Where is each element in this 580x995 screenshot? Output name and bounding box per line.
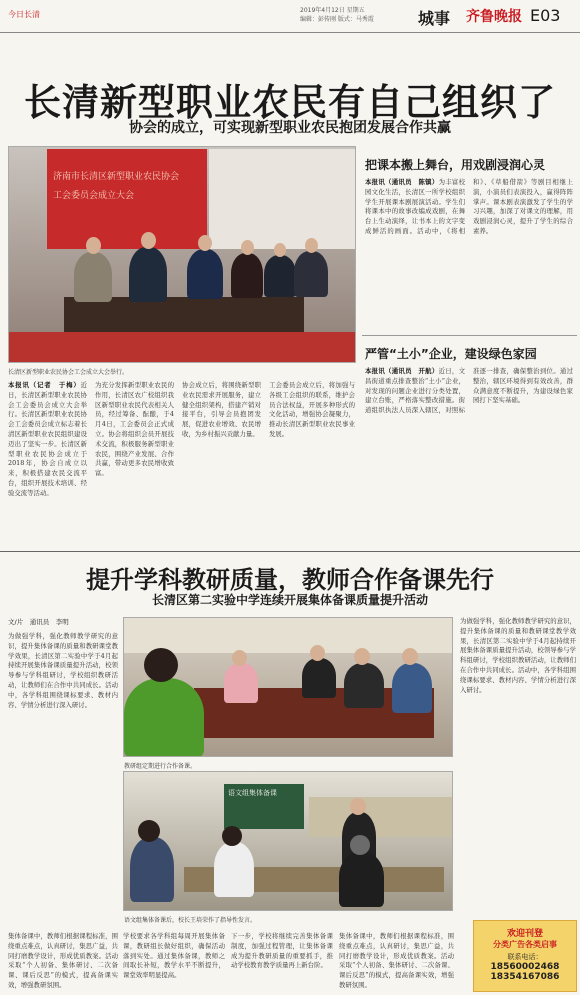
stage-banner	[47, 149, 207, 249]
article3-title: 严管“土小”企业，建设绿色家园	[365, 347, 537, 361]
person-head	[402, 648, 418, 665]
article4-subtitle: 长清区第二实验中学连续开展集体备课质量提升活动	[151, 593, 428, 607]
article1-photo-caption: 长清区新型职业农民协会工会成立大会举行。	[8, 369, 129, 376]
person	[339, 852, 384, 907]
article4-photo1	[123, 617, 453, 757]
newspaper-logo: 齐鲁晚报	[466, 9, 522, 25]
person-head	[241, 240, 254, 255]
meeting-table	[64, 297, 304, 332]
date-line	[300, 6, 374, 24]
article4-col4: 集体备课中，教师们根据课程标准，围绕重点难点，认真研讨，集思广益，共同打磨教学设计，形成优质教案。活动采取“个人初备、集体研讨、二次备课、课后反思”的模式，提高备课实效，增强教研氛围。	[339, 932, 454, 989]
article3-text: 近日，文昌街道重点排查整治“土小”企业，对发现的问题企业进行分类处置，建立台账，严格落实整改措施。街道组织执法人员深入辖区，对照标准逐一排查，确保整治到位。通过整治，辖区环境得到有效改善，群众满意度不断提升，为建设绿色家园打下坚实基础。	[365, 367, 573, 415]
bookshelf	[124, 618, 453, 653]
article1-col4: 工会委员会成立后，将加强与各级工会组织的联系，维护会员合法权益，开展多种形式的文化活动，增强协会凝聚力，推动长清区新型职业农民事业发展。	[269, 381, 355, 438]
ad-contact-label: 联系电话：	[507, 953, 543, 961]
article2-byline: 本报讯（通讯员 陈镇）	[365, 178, 439, 186]
article4-photo1-caption: 教研组定期进行合作备课。	[124, 763, 197, 770]
article3-byline: 本报讯（通讯员 开航）	[365, 367, 439, 375]
person-head	[144, 648, 178, 682]
person	[130, 837, 174, 902]
banner-text-2: 工会委员会成立大会	[53, 191, 135, 201]
person	[224, 663, 258, 703]
article1-byline: 本报讯（记者 于梅）	[8, 381, 81, 389]
person-head	[310, 645, 325, 661]
person-head	[232, 650, 247, 666]
person	[294, 251, 328, 297]
divider	[362, 335, 577, 336]
article4-col1b: 集体备课中，教师们根据课程标准，围绕重点难点，认真研讨，集思广益，共同打磨教学设计，形成优质教案。活动采取“个人初备、集体研讨、二次备课、课后反思”的模式，提高备课实效，增强教研氛围。	[8, 932, 118, 989]
person-head	[274, 243, 286, 257]
article3-body	[365, 367, 573, 547]
section-divider	[0, 551, 580, 552]
section-label: 今日长清	[8, 10, 40, 19]
person-head	[141, 232, 156, 249]
person	[129, 247, 167, 302]
person-head	[354, 648, 370, 665]
article1-title: 长清新型职业农民有自己组织了	[24, 81, 556, 124]
ad-headline: 欢迎刊登	[506, 929, 543, 939]
article4-col3: 下一步，学校将继续完善集体备课制度，加强过程管理，让集体备课成为提升教研质量的重要抓手，推动学校教育教学质量再上新台阶。	[231, 932, 333, 970]
article4-photo2	[123, 771, 453, 911]
article2-text: 为丰富校园文化生活，长清区一所学校组织学生开展课本剧展演活动。学生们将课本中的故事改编成戏剧，在舞台上生动演绎，让书本上的文字变成鲜活的画面。活动中，《将相和》、《草船借箭》等剧目相继上演，小演员们表演投入，赢得阵阵掌声。课本剧表演激发了学生的学习兴趣，加深了对课文的理解，用戏剧浸润心灵，提升了学生的综合素养。	[365, 178, 573, 235]
article4-title: 提升学科教研质量，教师合作备课先行	[86, 566, 494, 594]
person-head	[86, 237, 101, 254]
page-number: E03	[530, 6, 561, 25]
article1-subtitle: 协会的成立，可实现新型职业农民抱团发展合作共赢	[129, 120, 451, 136]
article1-col3: 协会成立后，将围绕新型职业农民需求开展服务，建立健全组织架构，搭建产销对接平台，引导会员抱团发展，促进农业增效、农民增收，为乡村振兴贡献力量。	[182, 381, 261, 438]
ad-phone-1: 18560002468	[490, 962, 560, 972]
stage-wall	[209, 149, 356, 249]
editor-line: 编辑：彭传刚 版式：马秀霞	[300, 16, 374, 23]
person	[124, 678, 204, 757]
publish-date: 2019年4月12日 星期五	[300, 7, 365, 14]
person	[264, 255, 296, 297]
person-head	[138, 820, 160, 842]
article1-photo	[8, 146, 356, 363]
article4-photo2-caption: 语文组集体备课后，校长王培荣作了指导性发言。	[124, 917, 257, 924]
article1-col1	[8, 381, 87, 551]
header-divider	[0, 32, 580, 33]
article4-byline: 文/片 通讯员 李明	[8, 618, 69, 626]
person-head	[222, 826, 242, 846]
person	[231, 253, 263, 298]
person	[344, 663, 384, 708]
article2-body	[365, 178, 573, 328]
banner-text: 济南市长清区新型职业农民协会	[53, 172, 180, 182]
person-head	[350, 835, 370, 855]
article4-col1: 为做强学科，强化教师教学研究的意识，提升集体备课的质量和教研课堂教学效果，长清区第二实验中学于4月起持续开展集体备课质量提升活动，校领导参与学科组研讨，学校组织教研活动，让教师们在合作中共同成长。活动中，各学科组围绕课标要求、教材内容、学情分析进行深入研讨。	[8, 632, 118, 709]
person-head	[350, 798, 366, 815]
red-carpet	[9, 332, 356, 363]
article4-col5: 为做强学科，强化教师教学研究的意识，提升集体备课的质量和教研课堂教学效果，长清区第二实验中学于4月起持续开展集体备课质量提升活动，校领导参与学科组研讨，学校组织教研活动，让教师们在合作中共同成长。活动中，各学科组围绕课标要求、教材内容、学情分析进行深入研讨。	[460, 617, 576, 694]
ad-phone-2: 18354167086	[490, 972, 560, 982]
ad-subheadline: 分类广告各类启事	[493, 940, 557, 949]
person-head	[305, 238, 318, 253]
person	[74, 252, 112, 302]
article1-col1-text: 近日，长清区新型职业农民协会工会委员会成立大会举行。长清区新型职业农民协会工会委员会成立标志着长清区新型职业农民组织建设迈出了坚实一步。长清区新型职业农民协会成立于2018年，协会自成立以来，积极搭建农民交流平台，组织开展技术培训、经验交流等活动。	[8, 381, 87, 497]
classified-ad-box	[473, 920, 577, 992]
article1-col2: 为充分发挥新型职业农民的作用，长清区农广校组织我区新型职业农民代表相关人员，经过筹备、酝酿，于4月4日，工会委员会正式成立。协会将组织会员开展技术交流，积极服务新型职业农民，围绕产业发展、合作共赢，带动更多农民增收致富。	[95, 381, 174, 478]
person	[392, 663, 432, 713]
person	[302, 658, 336, 698]
person	[214, 842, 254, 897]
article2-title: 把课本搬上舞台，用戏剧浸润心灵	[365, 158, 546, 172]
person-head	[198, 235, 212, 251]
bookshelf	[309, 797, 453, 837]
section-title: 城事	[418, 9, 451, 28]
person	[187, 249, 223, 299]
chalkboard: 语文组集体备课	[224, 784, 304, 829]
article4-col2: 学校要求各学科组每周开展集体备课，教研组长做好组织，确保活动落到实处。通过集体备课，教师之间取长补短，教学水平不断提升，课堂效率明显提高。	[123, 932, 225, 980]
